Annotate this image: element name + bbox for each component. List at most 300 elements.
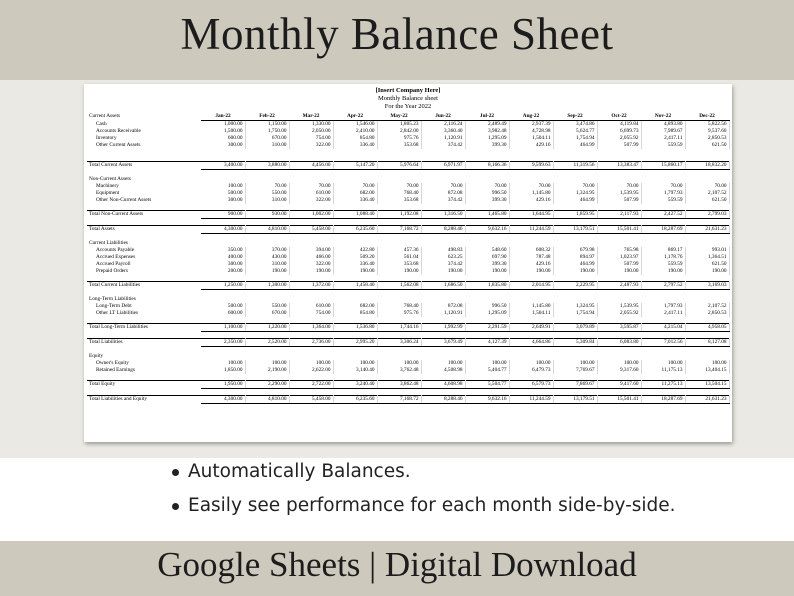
value-cell: 11,244.59 [509,226,553,234]
value-cell: 548.60 [465,247,509,254]
value-cell: 464.99 [553,261,597,268]
value-cell: 2,116.24 [421,121,465,129]
value-cell: 4,127.39 [465,339,509,347]
value-cell: 310.00 [245,261,289,268]
value-cell: 8,166.36 [465,162,509,170]
value-cell: 2,995.20 [333,339,377,347]
value-cell: 100.00 [333,360,377,367]
value-cell: 5,976.64 [377,162,421,170]
value-cell: 190.00 [465,268,509,275]
row-label: Owner's Equity [96,360,129,367]
value-cell: 1,295.09 [465,135,509,142]
value-cell: 559.59 [641,142,685,149]
value-cell: 190.00 [289,268,333,275]
empty-cell [333,176,377,183]
table-row [87,142,729,149]
value-cell: 3,474.86 [553,121,597,129]
value-cell: 7,989.67 [641,128,685,135]
value-cell: 4,664.86 [509,339,553,347]
total-row [87,324,729,332]
month-header: Jun-22 [421,113,465,121]
value-cell: 190.00 [641,268,685,275]
value-cell: 869.17 [641,247,685,254]
value-cell: 100.00 [685,360,729,367]
value-cell: 754.00 [289,135,333,142]
value-cell: 399.30 [465,261,509,268]
value-cell: 6,971.97 [421,162,465,170]
bullet-icon [172,503,179,510]
value-cell: 464.99 [553,142,597,149]
value-cell: 1,797.93 [641,190,685,197]
table-row [87,128,729,135]
value-cell: 5,624.77 [553,128,597,135]
row-label: Total Assets [87,226,201,234]
value-cell: 429.16 [509,261,553,268]
empty-cell [685,353,729,360]
value-cell: 2,117.93 [597,211,641,219]
month-header: Oct-22 [597,113,641,121]
value-cell: 854.80 [333,310,377,317]
value-cell: 190.00 [377,268,421,275]
value-cell: 7,869.67 [553,381,597,389]
value-cell: 621.50 [685,142,729,149]
value-cell: 2,417.11 [641,310,685,317]
sheet-year: For the Year 2022 [384,103,432,110]
value-cell: 1,324.95 [553,190,597,197]
value-cell: 15,501.41 [597,395,641,403]
sheet-header [84,87,732,111]
total-row [87,226,729,234]
value-cell: 350.00 [201,247,245,254]
value-cell: 9,632.16 [465,226,509,234]
total-row [87,211,729,219]
value-cell: 6,235.60 [333,395,377,403]
value-cell: 1,295.09 [465,310,509,317]
value-cell: 4,608.98 [421,381,465,389]
value-cell: 18,832.20 [685,162,729,170]
value-cell: 8,127.08 [685,339,729,347]
empty-cell [421,296,465,303]
value-cell: 4,508.98 [421,367,465,374]
value-cell: 872.08 [421,190,465,197]
value-cell: 9,599.63 [509,162,553,170]
footer-banner [0,541,794,596]
value-cell: 100.00 [509,360,553,367]
month-header: Jul-22 [465,113,509,121]
feature-text: Easily see performance for each month side-by-side. [188,495,676,516]
balance-sheet-table [87,113,730,404]
empty-cell [465,176,509,183]
total-row [87,395,729,403]
value-cell: 70.00 [421,183,465,190]
empty-cell [289,296,333,303]
table-row [87,268,729,275]
current-assets-heading: Current Assets [89,113,121,120]
bullet-icon [172,469,179,476]
value-cell: 4,958.05 [685,324,729,332]
value-cell: 2,107.52 [685,190,729,197]
value-cell: 400.00 [201,254,245,261]
value-cell: 190.00 [509,268,553,275]
table-row [87,303,729,310]
value-cell: 3,079.89 [553,324,597,332]
value-cell: 2,842.00 [377,128,421,135]
row-label: Other Non-Current Assets [96,197,152,204]
value-cell: 6,083.80 [597,339,641,347]
value-cell: 1,000.00 [201,121,245,129]
value-cell: 697.90 [465,254,509,261]
value-cell: 4,810.00 [245,395,289,403]
value-cell: 190.00 [685,268,729,275]
value-cell: 550.00 [245,303,289,310]
value-cell: 4,300.00 [201,226,245,234]
value-cell: 322.00 [289,142,333,149]
empty-cell [421,353,465,360]
value-cell: 1,754.94 [553,310,597,317]
empty-cell [597,176,641,183]
value-cell: 1,120.91 [421,310,465,317]
value-cell: 1,458.40 [333,282,377,290]
value-cell: 2,350.00 [201,339,245,347]
month-header: Dec-22 [685,113,729,121]
value-cell: 4,728.98 [509,128,553,135]
row-label: Total Equity [87,381,201,389]
title-banner [0,0,794,80]
row-label: Total Non-Current Assets [87,211,201,219]
row-label: Total Current Assets [87,162,201,170]
value-cell: 1,562.08 [377,282,421,290]
row-label: Total Long-Term Liabilities [87,324,201,332]
value-cell: 1,145.80 [509,190,553,197]
value-cell: 900.00 [201,211,245,219]
value-cell: 429.16 [509,197,553,204]
empty-cell [553,296,597,303]
row-label: Long-Term Debt [96,303,132,310]
value-cell: 3,982.48 [465,128,509,135]
value-cell: 70.00 [333,183,377,190]
empty-cell [245,353,289,360]
value-cell: 70.00 [685,183,729,190]
value-cell: 559.59 [641,197,685,204]
value-cell: 9,317.60 [597,367,641,374]
value-cell: 422.80 [333,247,377,254]
value-cell: 550.00 [245,190,289,197]
value-cell: 3,360.40 [421,128,465,135]
section-header-row [87,296,729,303]
row-label: Accrued Expenses [96,254,136,261]
value-cell: 1,316.50 [421,211,465,219]
value-cell: 15,501.41 [597,226,641,234]
empty-cell [685,296,729,303]
value-cell: 1,192.08 [377,211,421,219]
month-header: Mar-22 [289,113,333,121]
value-cell: 2,937.39 [509,121,553,129]
value-cell: 3,762.48 [377,367,421,374]
value-cell: 600.00 [201,310,245,317]
value-cell: 322.00 [289,261,333,268]
empty-cell [465,240,509,247]
value-cell: 682.00 [333,190,377,197]
value-cell: 310.00 [245,197,289,204]
value-cell: 787.48 [509,254,553,261]
value-cell: 1,150.00 [245,121,289,129]
section-header-row [87,176,729,183]
value-cell: 3,679.49 [421,339,465,347]
value-cell: 872.08 [421,303,465,310]
feature-list [172,460,676,528]
value-cell: 3,240.40 [333,381,377,389]
value-cell: 1,364.00 [289,324,333,332]
section-header-row [87,353,729,360]
spacer-cell [87,219,729,226]
empty-cell [421,240,465,247]
total-row [87,339,729,347]
month-header: Nov-22 [641,113,685,121]
value-cell: 70.00 [465,183,509,190]
value-cell: 100.00 [597,360,641,367]
value-cell: 1,145.80 [509,303,553,310]
value-cell: 3,169.03 [685,282,729,290]
value-cell: 9,632.16 [465,395,509,403]
empty-cell [597,353,641,360]
value-cell: 500.00 [201,303,245,310]
value-cell: 374.42 [421,197,465,204]
value-cell: 975.76 [377,310,421,317]
value-cell: 1,744.16 [377,324,421,332]
value-cell: 21,631.23 [685,226,729,234]
empty-cell [641,353,685,360]
value-cell: 765.98 [597,247,641,254]
value-cell: 996.50 [465,303,509,310]
value-cell: 70.00 [553,183,597,190]
value-cell: 100.00 [377,360,421,367]
value-cell: 768.40 [377,190,421,197]
empty-cell [685,240,729,247]
value-cell: 100.00 [289,360,333,367]
value-cell: 430.00 [245,254,289,261]
empty-cell [245,176,289,183]
empty-cell [245,240,289,247]
value-cell: 1,546.00 [333,121,377,129]
value-cell: 13,404.15 [685,367,729,374]
value-cell: 670.00 [245,135,289,142]
value-cell: 100.00 [553,360,597,367]
value-cell: 2,427.52 [641,211,685,219]
value-cell: 1,686.50 [421,282,465,290]
table-row [87,121,729,129]
value-cell: 15,860.17 [641,162,685,170]
value-cell: 4,810.00 [245,226,289,234]
row-label: Total Liabilities [87,339,201,347]
value-cell: 2,190.00 [245,367,289,374]
value-cell: 374.42 [421,142,465,149]
value-cell: 100.00 [245,360,289,367]
value-cell: 1,178.76 [641,254,685,261]
value-cell: 6,479.73 [509,367,553,374]
value-cell: 507.99 [597,142,641,149]
value-cell: 190.00 [553,268,597,275]
value-cell: 1,088.40 [333,211,377,219]
row-label: Retained Earnings [96,367,135,374]
row-label: Total Current Liabilities [87,282,201,290]
empty-cell [333,353,377,360]
value-cell: 464.99 [553,197,597,204]
value-cell: 100.00 [201,183,245,190]
empty-cell [201,176,245,183]
row-label: Accrued Payroll [96,261,131,268]
empty-cell [333,240,377,247]
value-cell: 996.50 [465,190,509,197]
table-row [87,360,729,367]
value-cell: 975.76 [377,135,421,142]
value-cell: 1,539.95 [597,190,641,197]
empty-cell [377,240,421,247]
value-cell: 1,754.94 [553,135,597,142]
value-cell: 100.00 [421,360,465,367]
value-cell: 768.40 [377,303,421,310]
empty-cell [377,176,421,183]
value-cell: 394.00 [289,247,333,254]
empty-cell [421,176,465,183]
value-cell: 5,822.56 [685,121,729,129]
month-header-row [87,113,729,121]
value-cell: 610.00 [289,303,333,310]
value-cell: 353.68 [377,142,421,149]
value-cell: 5,147.20 [333,162,377,170]
empty-cell [465,353,509,360]
value-cell: 2,107.52 [685,303,729,310]
empty-cell [641,240,685,247]
value-cell: 1,835.80 [465,282,509,290]
value-cell: 300.00 [201,142,245,149]
value-cell: 18,287.69 [641,226,685,234]
value-cell: 6,579.73 [509,381,553,389]
empty-cell [509,296,553,303]
value-cell: 1,992.99 [421,324,465,332]
value-cell: 336.40 [333,261,377,268]
value-cell: 322.00 [289,197,333,204]
month-header: Sep-22 [553,113,597,121]
value-cell: 1,850.00 [201,367,245,374]
value-cell: 4,893.80 [641,121,685,129]
value-cell: 3,880.00 [245,162,289,170]
value-cell: 507.99 [597,261,641,268]
value-cell: 1,805.23 [377,121,421,129]
total-row [87,162,729,170]
value-cell: 1,500.00 [201,128,245,135]
value-cell: 11,244.59 [509,395,553,403]
value-cell: 429.16 [509,142,553,149]
value-cell: 561.04 [377,254,421,261]
value-cell: 621.50 [685,261,729,268]
value-cell: 2,850.53 [685,310,729,317]
value-cell: 1,364.51 [685,254,729,261]
value-cell: 1,539.95 [597,303,641,310]
empty-cell [509,353,553,360]
value-cell: 2,014.95 [509,282,553,290]
value-cell: 374.42 [421,261,465,268]
value-cell: 300.00 [201,261,245,268]
value-cell: 1,644.95 [509,211,553,219]
value-cell: 3,400.00 [201,162,245,170]
section-header-row [87,240,729,247]
table-row [87,197,729,204]
value-cell: 2,622.00 [289,367,333,374]
value-cell: 2,055.92 [597,310,641,317]
value-cell: 4,300.00 [201,395,245,403]
value-cell: 1,536.80 [333,324,377,332]
balance-sheet-preview [84,84,732,442]
value-cell: 190.00 [245,268,289,275]
empty-cell [201,296,245,303]
value-cell: 190.00 [421,268,465,275]
value-cell: 5,458.00 [289,395,333,403]
section-heading: Long-Term Liabilities [89,296,136,303]
value-cell: 11,275.13 [641,381,685,389]
empty-cell [509,240,553,247]
value-cell: 1,504.11 [509,310,553,317]
value-cell: 5,309.84 [553,339,597,347]
value-cell: 100.00 [465,360,509,367]
value-cell: 5,404.77 [465,367,509,374]
empty-cell [597,296,641,303]
value-cell: 336.40 [333,142,377,149]
feature-item [172,460,676,494]
empty-cell [377,296,421,303]
empty-cell [201,240,245,247]
feature-text: Automatically Balances. [188,461,411,482]
section-heading: Equity [89,352,104,359]
table-row [87,367,729,374]
total-row [87,381,729,389]
row-label: Equipment [96,190,120,197]
value-cell: 930.00 [245,211,289,219]
row-label: Machinery [96,183,119,190]
value-cell: 2,291.59 [465,324,509,332]
value-cell: 21,631.23 [685,395,729,403]
value-cell: 70.00 [377,183,421,190]
value-cell: 6,235.60 [333,226,377,234]
sheet-subtitle: Monthly Balance sheet [378,95,438,102]
value-cell: 70.00 [245,183,289,190]
empty-cell [509,176,553,183]
spacer-cell [87,389,729,396]
value-cell: 2,055.92 [597,135,641,142]
empty-cell [465,296,509,303]
value-cell: 1,324.95 [553,303,597,310]
value-cell: 1,504.11 [509,135,553,142]
month-header: Jan-22 [201,113,245,121]
value-cell: 3,595.87 [597,324,641,332]
empty-cell [597,240,641,247]
table-row [87,247,729,254]
spacer-row [87,219,729,226]
value-cell: 2,649.91 [509,324,553,332]
value-cell: 9,417.60 [597,381,641,389]
value-cell: 600.00 [201,135,245,142]
value-cell: 8,288.46 [421,226,465,234]
value-cell: 2,487.93 [597,282,641,290]
empty-cell [201,353,245,360]
value-cell: 993.01 [685,247,729,254]
value-cell: 190.00 [597,268,641,275]
value-cell: 353.68 [377,261,421,268]
value-cell: 1,372.00 [289,282,333,290]
empty-cell [553,353,597,360]
value-cell: 18,287.69 [641,395,685,403]
footer-text: Google Sheets | Digital Download [157,545,637,584]
value-cell: 2,799.03 [685,211,729,219]
